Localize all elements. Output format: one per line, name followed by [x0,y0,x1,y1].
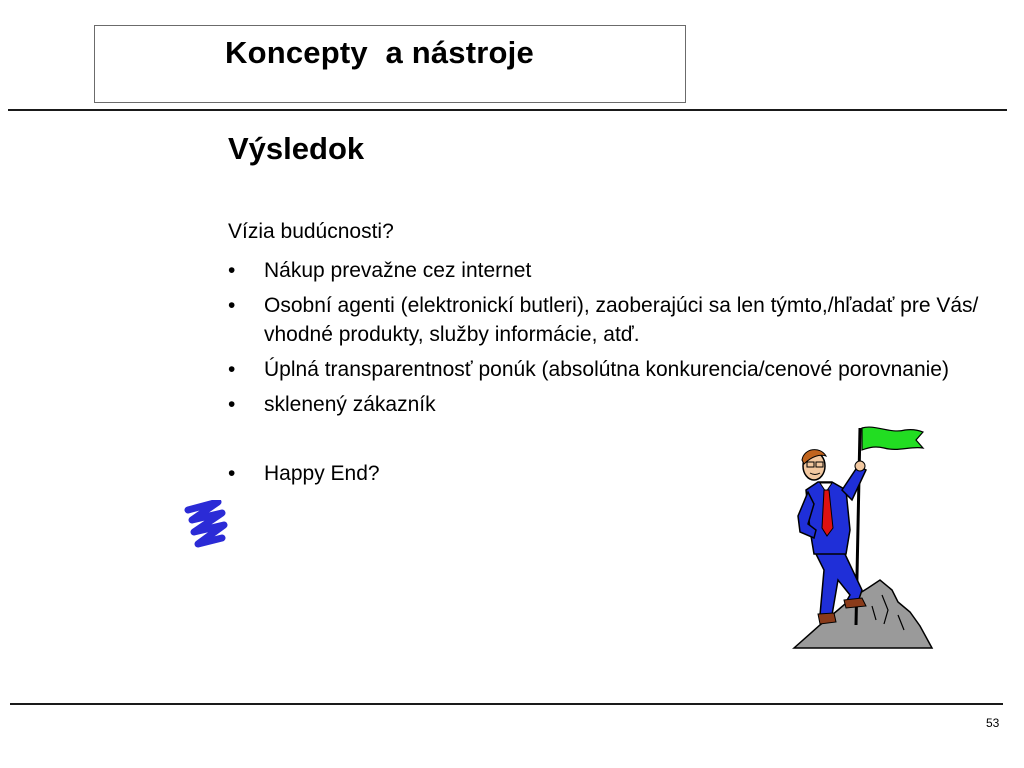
top-divider [8,109,1007,111]
page-number: 53 [986,716,1000,730]
bottom-divider [10,703,1003,705]
intro-text: Vízia budúcnosti? [228,220,394,243]
bullet-dot: • [228,462,236,485]
bullet-item [228,390,988,419]
bullet-dot: • [228,259,236,282]
zigzag-arrow-icon [180,500,230,552]
slide-title: Koncepty a nástroje [225,35,534,70]
bullet-text: Happy End? [264,462,380,485]
bullet-text: Osobní agenti (elektronickí butleri), zaoberajúci sa len týmto,/hľadať pre Vás/ vhodné produkty, služby informácie, atď. [264,294,979,346]
bullet-item [228,355,988,384]
bullet-dot: • [228,294,236,317]
bullet-text: Úplná transparentnosť ponúk (absolútna konkurencia/cenové porovnanie) [264,358,949,381]
bullet-text: Nákup prevažne cez internet [264,259,532,282]
title-box [94,25,686,103]
bullet-text: sklenený zákazník [264,393,436,416]
bullet-dot: • [228,393,236,416]
businessman-with-flag-illustration [780,420,950,655]
bullet-item [228,291,988,349]
slide-subtitle: Výsledok [228,131,365,166]
bullet-dot: • [228,358,236,381]
bullet-item [228,256,988,285]
